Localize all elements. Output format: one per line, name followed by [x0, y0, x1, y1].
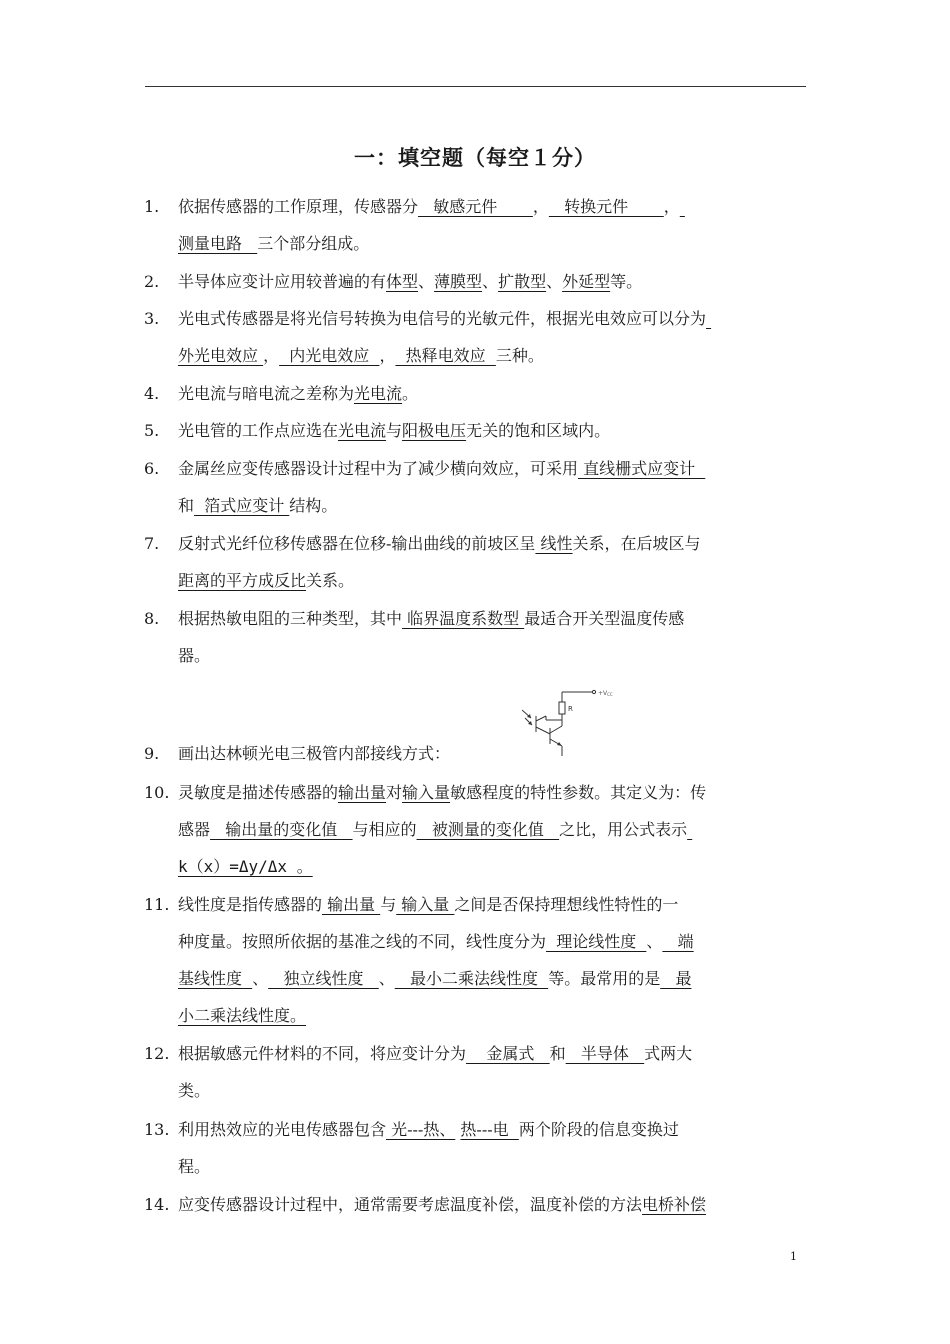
answer-blank: 热释电效应	[395, 346, 496, 365]
question-11: 11. 线性度是指传感器的 输出量 与 输入量 之间是否保持理想线性特性的一 种度量。按照所依据的基准之线的不同，线性度分为 理论线性度 、 端 基线性度 、 独立线性度 、 最小二乘法线性度 等。最常用的是 最 小二乘法线性度。	[178, 886, 818, 1034]
question-7: 7. 反射式光纤位移传感器在位移-输出曲线的前坡区呈 线性关系，在后坡区与 距离的平方成反比关系。	[178, 525, 818, 599]
answer-blank: 光电流	[354, 384, 403, 403]
answer-blank: 薄膜型	[434, 272, 483, 291]
answer-blank: 距离的平方成反比	[178, 571, 307, 590]
question-number: 10.	[144, 783, 170, 802]
answer-blank: 被测量的变化值	[416, 820, 560, 839]
answer-blank: 电桥补偿	[642, 1195, 707, 1214]
answer-blank: 直线栅式应变计	[578, 459, 706, 478]
answer-blank: 输入量	[396, 895, 455, 914]
answer-blank: 内光电效应	[279, 346, 380, 365]
answer-blank: 金属式	[466, 1044, 550, 1063]
answer-blank: 输出量的变化值	[210, 820, 353, 839]
answer-blank: 临界温度系数型	[402, 609, 525, 628]
answer-blank: 半导体	[565, 1044, 645, 1063]
question-10: 10. 灵敏度是描述传感器的输出量对输入量敏感程度的特性参数。其定义为：传 感器 输出量的变化值 与相应的 被测量的变化值 之比，用公式表示 k（x）=Δy/Δx 。	[178, 774, 818, 885]
answer-blank: 光---热、	[386, 1120, 456, 1139]
question-number: 11.	[144, 895, 170, 914]
answer-blank: 理论线性度	[546, 932, 647, 951]
header-rule	[145, 86, 806, 87]
answer-blank: 小二乘法线性度。	[178, 1006, 307, 1025]
answer-blank: 外延型	[562, 272, 611, 291]
answer-blank: 基线性度	[178, 969, 253, 988]
answer-blank: 光电流	[338, 421, 387, 440]
question-number: 5.	[144, 421, 160, 440]
answer-blank: 输出量	[338, 783, 387, 802]
question-3: 3. 光电式传感器是将光信号转换为电信号的光敏元件，根据光电效应可以分为 外光电效应 ， 内光电效应 ， 热释电效应 三种。	[178, 300, 818, 374]
answer-blank: 输出量	[322, 895, 381, 914]
answer-blank: 最	[660, 969, 692, 988]
question-number: 4.	[144, 384, 160, 403]
question-number: 14.	[144, 1195, 170, 1214]
question-13: 13. 利用热效应的光电传感器包含 光---热、 热---电 两个阶段的信息变换过 程。	[178, 1111, 818, 1185]
question-2: 2. 半导体应变计应用较普遍的有体型、薄膜型、扩散型、外延型等。	[178, 263, 818, 300]
answer-blank: 体型	[386, 272, 419, 291]
answer-blank: k（x）=Δy/Δx 。	[178, 857, 313, 876]
question-number: 3.	[144, 309, 160, 328]
answer-blank: 扩散型	[498, 272, 547, 291]
question-number: 2.	[144, 272, 160, 291]
answer-blank: 转换元件	[548, 197, 664, 216]
answer-blank: 独立线性度	[268, 969, 379, 988]
question-8: 8. 根据热敏电阻的三种类型，其中 临界温度系数型 最适合开关型温度传感 器。	[178, 600, 818, 674]
question-5: 5. 光电管的工作点应选在光电流与阳极电压无关的饱和区域内。	[178, 412, 818, 449]
question-6: 6. 金属丝应变传感器设计过程中为了减少横向效应，可采用 直线栅式应变计 和 箔式应变计 结构。	[178, 450, 818, 524]
question-number: 6.	[144, 459, 160, 478]
answer-blank: 最小二乘法线性度	[394, 969, 549, 988]
question-number: 7.	[144, 534, 160, 553]
answer-blank: 测量电路	[178, 234, 258, 253]
question-1: 1. 依据传感器的工作原理，传感器分 敏感元件 ， 转换元件 ， 测量电路 三个部分组成。	[178, 188, 818, 262]
question-12: 12. 根据敏感元件材料的不同，将应变计分为 金属式 和 半导体 式两大 类。	[178, 1035, 818, 1109]
answer-blank: 端	[662, 932, 694, 951]
answer-blank: 线性	[535, 534, 573, 553]
question-14: 14. 应变传感器设计过程中，通常需要考虑温度补偿，温度补偿的方法电桥补偿	[178, 1186, 818, 1223]
answer-blank: 敏感元件	[418, 197, 533, 216]
vcc-label: +VCC	[598, 690, 613, 697]
question-number: 1.	[144, 197, 160, 216]
page-number: 1	[790, 1250, 797, 1263]
question-9: 9. 画出达林顿光电三极管内部接线方式：	[178, 735, 818, 772]
question-number: 12.	[144, 1044, 170, 1063]
question-number: 13.	[144, 1120, 170, 1139]
question-4: 4. 光电流与暗电流之差称为光电流。	[178, 375, 818, 412]
section-title: 一：填空题（每空１分）	[354, 145, 596, 170]
answer-blank: 阳极电压	[402, 421, 467, 440]
question-number: 8.	[144, 609, 160, 628]
answer-blank: 输入量	[402, 783, 451, 802]
question-number: 9.	[144, 744, 160, 763]
answer-blank: 热---电	[460, 1120, 519, 1139]
resistor-label: R	[568, 705, 573, 713]
answer-blank: 外光电效应	[178, 346, 264, 365]
answer-blank: 箔式应变计	[194, 496, 290, 515]
